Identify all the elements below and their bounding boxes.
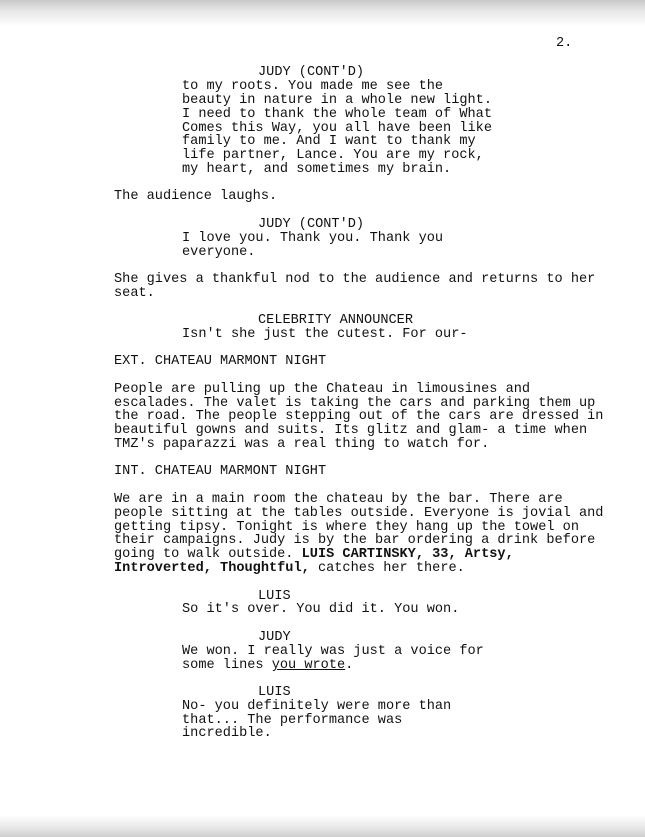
action-line: The audience laughs. (114, 189, 278, 204)
dialogue-line: family to me. And I want to thank my (182, 134, 476, 149)
dialogue-line: to my roots. You made me see the (182, 79, 444, 94)
dialogue-line: Isn't she just the cutest. For our- (182, 327, 468, 342)
scene-heading: EXT. CHATEAU MARMONT NIGHT (114, 354, 327, 369)
action-line: beautiful gowns and suits. Its glitz and glam- a time when (114, 423, 588, 438)
action-text: going to walk outside. (114, 547, 302, 562)
page-number: 2. (556, 36, 573, 51)
dialogue-line: I need to thank the whole team of What (182, 107, 492, 122)
character-intro-bold: Introverted, Thoughtful, (114, 561, 310, 576)
character-cue: JUDY (CONT'D) (258, 65, 365, 80)
dialogue-line: We won. I really was just a voice for (182, 644, 484, 659)
scene-heading: INT. CHATEAU MARMONT NIGHT (114, 464, 327, 479)
dialogue-text: . (345, 658, 354, 673)
character-intro-bold: LUIS CARTINSKY, 33, Artsy, (301, 547, 514, 562)
dialogue-line: life partner, Lance. You are my rock, (182, 148, 484, 163)
dialogue-line: my heart, and sometimes my brain. (182, 162, 452, 177)
character-cue: JUDY (258, 630, 291, 645)
character-cue: LUIS (258, 685, 291, 700)
action-line: getting tipsy. Tonight is where they hang up the towel on (114, 520, 579, 535)
action-line: people sitting at the tables outside. Everyone is jovial and (114, 506, 604, 521)
action-line (114, 562, 465, 576)
character-cue: LUIS (258, 589, 291, 604)
action-line: People are pulling up the Chateau in limousines and (114, 382, 531, 397)
character-cue: CELEBRITY ANNOUNCER (258, 313, 413, 328)
dialogue-text: some lines (182, 658, 272, 673)
dialogue-line: incredible. (182, 726, 272, 741)
dialogue-line: So it's over. You did it. You won. (182, 602, 460, 617)
character-cue: JUDY (CONT'D) (258, 217, 365, 232)
dialogue-line: I love you. Thank you. Thank you (182, 231, 444, 246)
underlined-text: you wrote (271, 658, 346, 673)
dialogue-line (182, 659, 353, 673)
action-line: seat. (114, 286, 155, 301)
action-line: the road. The people stepping out of the cars are dressed in (114, 409, 604, 424)
dialogue-line: that... The performance was (182, 713, 403, 728)
action-line: We are in a main room the chateau by the bar. There are (114, 492, 563, 507)
action-text: catches her there. (309, 561, 465, 576)
action-line: TMZ's paparazzi was a real thing to watch for. (114, 437, 490, 452)
action-line (114, 548, 514, 562)
dialogue-line: Comes this Way, you all have been like (182, 121, 492, 136)
dialogue-line: everyone. (182, 245, 256, 260)
dialogue-line: No- you definitely were more than (182, 699, 452, 714)
action-line: escalades. The valet is taking the cars and parking them up (114, 396, 596, 411)
dialogue-line: beauty in nature in a whole new light. (182, 93, 492, 108)
action-line: their campaigns. Judy is by the bar ordering a drink before (114, 533, 596, 548)
action-line: She gives a thankful nod to the audience and returns to her (114, 272, 596, 287)
